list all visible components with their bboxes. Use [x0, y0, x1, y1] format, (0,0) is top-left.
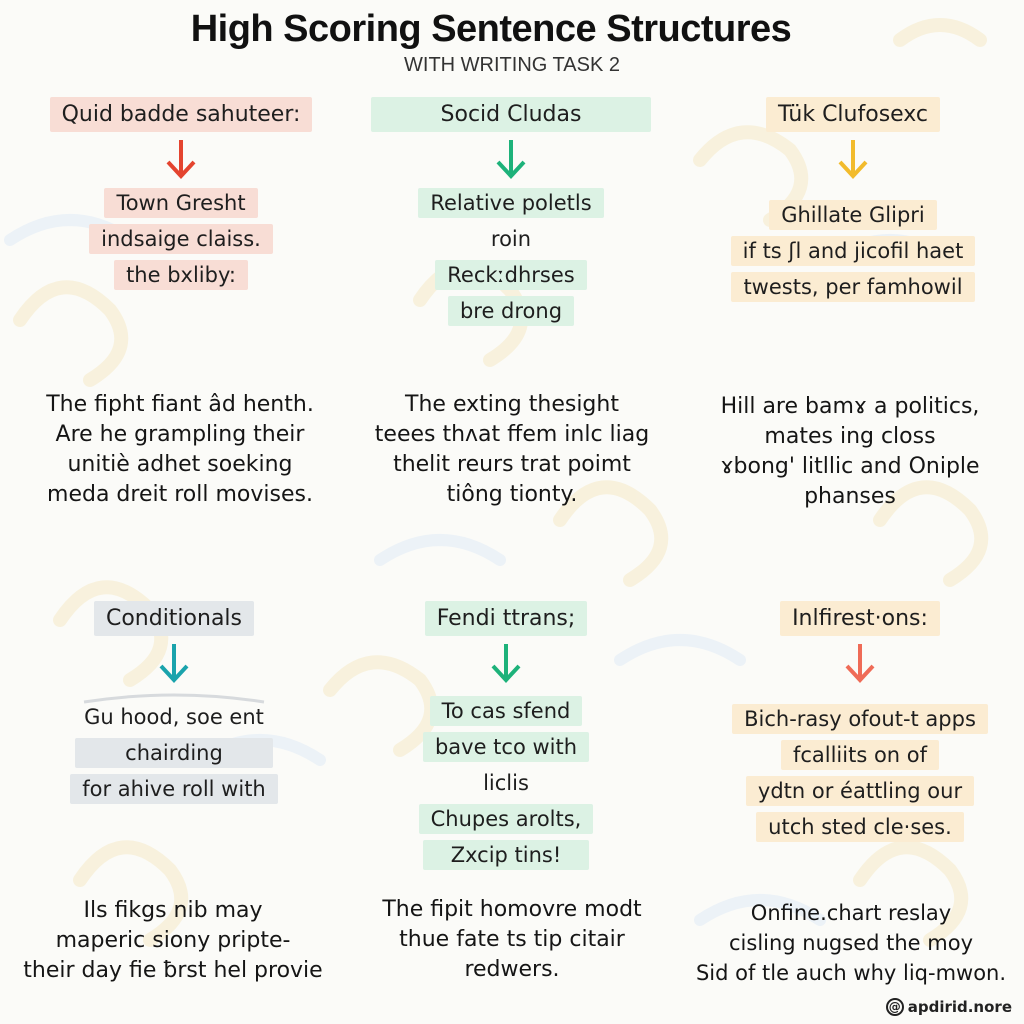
- explanation-text-6: [676, 898, 1024, 988]
- example-chip: Town Gresht: [104, 188, 257, 218]
- structure-card-3: [714, 97, 992, 302]
- example-list: [419, 696, 594, 870]
- example-chip: Gu hood, soe ent: [84, 705, 264, 729]
- example-chip: if ts ʃl and jicofil haet: [731, 236, 976, 266]
- example-chip: ydtn or éattling our: [746, 776, 974, 806]
- explanation-text-1: [20, 390, 340, 510]
- card-heading: Fendi ttrans;: [425, 601, 588, 636]
- example-list: [89, 188, 273, 290]
- site-url: apdirid.nore: [907, 998, 1012, 1016]
- structure-card-4: [40, 601, 308, 804]
- text-line: Sid of tle auch why liq-mwon.: [695, 961, 1007, 985]
- text-line: tiông tionty.: [446, 482, 578, 507]
- down-arrow-icon: [494, 138, 528, 184]
- text-line: Ils fikgs nib may: [83, 898, 263, 923]
- structure-card-6: [712, 601, 1008, 842]
- down-arrow-icon: [489, 642, 523, 688]
- text-line: redwers.: [464, 957, 560, 982]
- card-heading: Conditionals: [94, 601, 254, 636]
- text-line: cisling nugsed the moy: [729, 931, 973, 955]
- explanation-text-4: [8, 896, 338, 986]
- example-chip: liclis: [483, 771, 529, 795]
- example-chip: for ahive roll with: [70, 774, 278, 804]
- text-line: ɤbong' litllic and Oniple: [720, 454, 980, 479]
- example-chip: indsaige claiss.: [89, 224, 273, 254]
- example-list: [70, 702, 278, 804]
- structure-card-1: [52, 97, 310, 290]
- text-line: Hill are bamɤ a politics,: [720, 394, 980, 419]
- explanation-text-2: [352, 390, 672, 510]
- page-subtitle: WITH WRITING TASK 2: [404, 54, 620, 76]
- example-chip: Ghillate Glipri: [769, 200, 937, 230]
- text-line: Are he grampling their: [55, 422, 305, 447]
- down-arrow-icon: [843, 642, 877, 688]
- example-chip: bave tco with: [423, 732, 589, 762]
- text-line: teees thʌat ffem inlc liag: [374, 422, 650, 447]
- structure-card-5: [374, 601, 638, 870]
- card-heading: Socid Cludas: [371, 97, 652, 132]
- text-line: The fipit homovre modt: [382, 897, 642, 922]
- example-list: [418, 188, 603, 326]
- example-list: [731, 200, 976, 302]
- text-line: their day fie ƀrst hel provie: [23, 958, 323, 983]
- example-chip: fcalliits on of: [781, 740, 939, 770]
- example-chip: roin: [490, 227, 532, 251]
- site-credit: [886, 998, 1012, 1016]
- text-line: thue fate ts tip citair: [399, 927, 625, 952]
- text-line: Onfine.chart reslay: [750, 901, 952, 925]
- example-chip: the bxliby:: [114, 260, 248, 290]
- down-arrow-icon: [157, 642, 191, 688]
- text-line: mates ing closs: [764, 424, 936, 449]
- text-line: phanses: [804, 484, 896, 509]
- card-heading: Inlfirest·ons:: [780, 601, 940, 636]
- example-chip: Bich-rasy ofout-t apps: [732, 704, 988, 734]
- text-line: The exting thesight: [405, 392, 619, 417]
- example-chip: Zxcip tins!: [423, 840, 590, 870]
- down-arrow-icon: [164, 138, 198, 184]
- text-line: The fipht fiant âd henth.: [46, 392, 314, 417]
- at-icon: @: [886, 998, 904, 1016]
- text-line: meda dreit roll movises.: [47, 482, 313, 507]
- example-list: [732, 704, 988, 842]
- card-heading: Quid badde sahuteer:: [50, 97, 313, 132]
- example-chip: utch sted cle·ses.: [756, 812, 964, 842]
- card-heading: Tük Clufosexc: [766, 97, 940, 132]
- explanation-text-5: [352, 895, 672, 985]
- down-arrow-icon: [836, 138, 870, 184]
- page-title: High Scoring Sentence Structures: [190, 8, 792, 50]
- example-chip: twests, per famhowil: [731, 272, 974, 302]
- text-line: maperic siony pripte-: [55, 928, 291, 953]
- example-chip: Reckːdhrses: [435, 260, 586, 290]
- example-chip: Chupes arolts,: [419, 804, 594, 834]
- example-chip: chairding: [75, 738, 273, 768]
- example-chip: Relative poletls: [418, 188, 603, 218]
- example-chip: bre drong: [448, 296, 574, 326]
- example-chip: To cas sfend: [430, 696, 583, 726]
- text-line: unitiè adhet soeking: [67, 452, 293, 477]
- text-line: thelit reurs trat poimt: [393, 452, 631, 477]
- structure-card-2: [364, 97, 658, 326]
- explanation-text-3: [690, 392, 1010, 512]
